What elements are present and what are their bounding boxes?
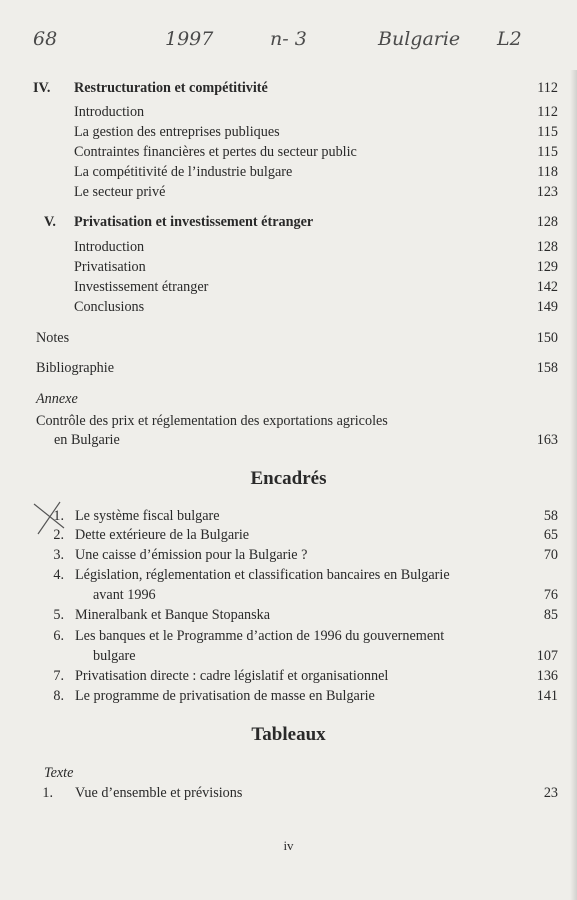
section-heading-encadres: Encadrés bbox=[250, 468, 327, 489]
handwritten-check-mark-icon bbox=[30, 498, 70, 538]
toc-item-label: Investissement étranger bbox=[74, 279, 209, 295]
page-number: 136 bbox=[536, 668, 558, 684]
item-label: Une caisse d’émission pour la Bulgarie ? bbox=[75, 547, 308, 563]
item-number: 7. bbox=[53, 668, 64, 684]
item-label: Dette extérieure de la Bulgarie bbox=[75, 527, 250, 543]
page-number: 76 bbox=[543, 587, 558, 603]
handwritten-code: L2 bbox=[497, 28, 522, 50]
page-number: 23 bbox=[543, 785, 558, 801]
toc-item-label: Introduction bbox=[74, 104, 145, 120]
toc-item-label: Contrôle des prix et réglementation des exportations agricoles bbox=[36, 413, 388, 429]
toc-item-label: La gestion des entreprises publiques bbox=[74, 124, 280, 140]
section-number: IV. bbox=[33, 80, 51, 96]
page-number: 58 bbox=[543, 508, 558, 524]
item-number: 3. bbox=[53, 547, 64, 563]
page-number: 65 bbox=[543, 527, 558, 543]
section-number: V. bbox=[44, 214, 56, 230]
page-number: 112 bbox=[537, 80, 558, 96]
item-label: Mineralbank et Banque Stopanska bbox=[75, 607, 271, 623]
toc-item-label: Introduction bbox=[74, 239, 145, 255]
handwritten-issue: n- 3 bbox=[270, 28, 307, 50]
page-number: 128 bbox=[536, 239, 558, 255]
item-label: Vue d’ensemble et prévisions bbox=[75, 785, 243, 801]
item-label: Le système fiscal bulgare bbox=[75, 508, 220, 524]
page-number: 163 bbox=[536, 432, 558, 448]
item-number: 4. bbox=[53, 567, 64, 583]
page-number: 118 bbox=[537, 164, 558, 180]
toc-item-label: La compétitivité de l’industrie bulgare bbox=[74, 164, 293, 180]
item-number: 2. bbox=[53, 527, 64, 543]
page-number: 115 bbox=[537, 124, 558, 140]
item-label: Le programme de privatisation de masse en Bulgarie bbox=[75, 688, 375, 704]
handwritten-year: 1997 bbox=[165, 28, 214, 50]
item-label: avant 1996 bbox=[93, 587, 156, 603]
page-number: 123 bbox=[536, 184, 558, 200]
page-footer-number: iv bbox=[283, 838, 294, 853]
document-page: 68 1997 n- 3 Bulgarie L2 IV. Restructuration et compétitivité 112 Introduction 112 La gestion des entreprises publiques 115 Contraintes financières et pertes du secteur public 115 La compétitivité de l’industrie bulgare 118 Le secteur privé 123 V. Privatisation et investissement étranger 128 Introduction 128 Privatisation 129 Investissement étranger 142 Conclusions 149 Notes 150 Bibliographie 158 Annexe Contrôle des prix et réglementation des exportations agricoles en Bulgarie 163 Encadrés 1. Le système fiscal bulgare 58 2. Dette extérieure de la Bulgarie 65 3. Une caisse d’émission pour la Bulgarie ? 70 4. Législation, réglementation et classification bancaires en Bulgarie avant 1996 76 5. Mineralbank et Banque Stopanska 85 6. Les banques et le Programme d’action de 1996 du gouvernement bulgare 107 7. Privatisation directe : cadre législatif et organisationnel 136 8. Le programme de privatisation de masse en Bulgarie 141 Tableaux Texte 1. Vue d’ensemble et prévisions 23 iv bbox=[0, 0, 577, 900]
toc-item-label: Bibliographie bbox=[36, 360, 115, 376]
toc-item-label: en Bulgarie bbox=[54, 432, 120, 448]
toc-item-label: Privatisation bbox=[74, 259, 146, 275]
page-number: 107 bbox=[536, 648, 558, 664]
handwritten-number: 68 bbox=[33, 28, 58, 50]
page-number: 115 bbox=[537, 144, 558, 160]
page-number: 141 bbox=[536, 688, 558, 704]
page-number: 129 bbox=[536, 259, 558, 275]
page-number: 70 bbox=[543, 547, 558, 563]
item-number: 5. bbox=[53, 607, 64, 623]
page-edge-shadow bbox=[570, 70, 577, 900]
page-number: 85 bbox=[543, 607, 558, 623]
toc-item-label: Contraintes financières et pertes du secteur public bbox=[74, 144, 357, 160]
section-heading-tableaux: Tableaux bbox=[251, 724, 326, 745]
toc-item-label: Conclusions bbox=[74, 299, 145, 315]
page-number: 142 bbox=[536, 279, 558, 295]
item-number: 6. bbox=[53, 628, 64, 644]
item-label: Législation, réglementation et classification bancaires en Bulgarie bbox=[75, 567, 450, 583]
toc-item-label: Notes bbox=[36, 330, 70, 346]
item-label: bulgare bbox=[93, 648, 136, 664]
item-number: 1. bbox=[42, 785, 53, 801]
item-number: 1. bbox=[53, 508, 64, 524]
page-number: 158 bbox=[536, 360, 558, 376]
toc-item-label: Le secteur privé bbox=[74, 184, 166, 200]
item-label: Les banques et le Programme d’action de 1996 du gouvernement bbox=[75, 628, 445, 644]
section-title: Privatisation et investissement étranger bbox=[74, 214, 314, 230]
page-number: 112 bbox=[537, 104, 558, 120]
handwritten-country: Bulgarie bbox=[378, 28, 461, 50]
page-number: 149 bbox=[536, 299, 558, 315]
section-title: Restructuration et compétitivité bbox=[74, 80, 268, 96]
page-number: 128 bbox=[536, 214, 558, 230]
item-number: 8. bbox=[53, 688, 64, 704]
page-number: 150 bbox=[536, 330, 558, 346]
item-label: Privatisation directe : cadre législatif et organisationnel bbox=[75, 668, 389, 684]
